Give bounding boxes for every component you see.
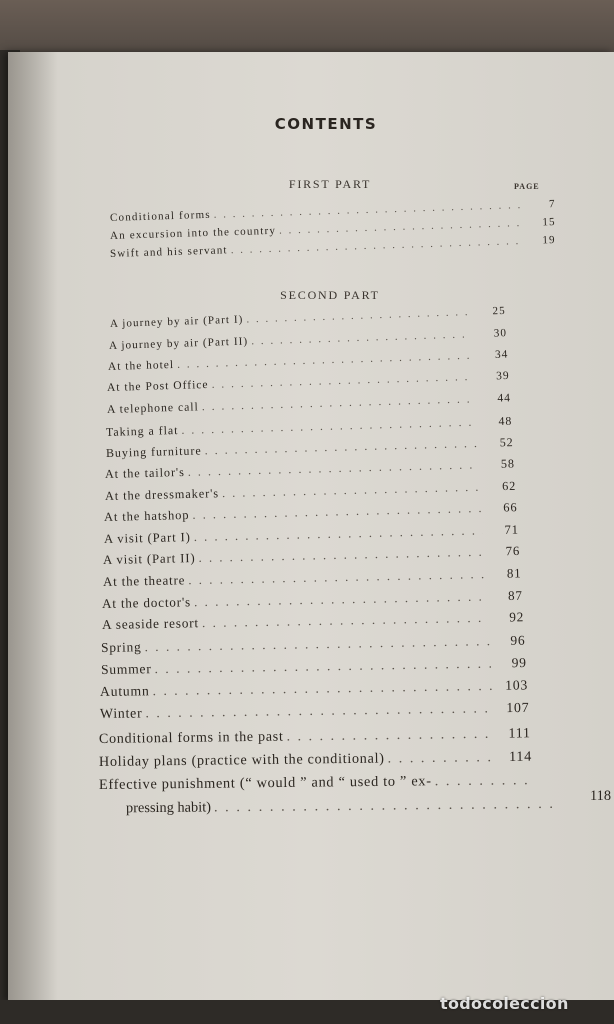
toc-entry-title: A seaside resort — [101, 615, 200, 632]
toc-entry-page: 19 — [542, 233, 556, 247]
toc-entry-title: A journey by air (Part I) — [109, 313, 244, 330]
toc-entry-title: Swift and his servant — [109, 244, 228, 260]
toc-entry-page: 7 — [548, 197, 556, 211]
toc-entry-continuation-text: pressing habit) — [125, 799, 212, 817]
toc-entry-page: 30 — [493, 327, 508, 340]
toc-entry-page: 25 — [492, 304, 506, 318]
toc-entry-page: 34 — [494, 348, 509, 361]
toc-entry-page: 81 — [506, 565, 522, 581]
toc-entry-page: 96 — [510, 632, 526, 648]
toc-entry-title: Conditional forms — [109, 208, 211, 224]
toc-entry-page: 44 — [497, 391, 512, 405]
toc-entry-title: A telephone call — [106, 400, 200, 416]
toc-entry-page: 118 — [590, 788, 612, 804]
toc-entry-title: Holiday plans (practice with the conditional) — [98, 750, 385, 770]
toc-entry-page: 103 — [505, 677, 529, 693]
toc-entry-title: An excursion into the country — [109, 224, 277, 242]
toc-entry-page: 92 — [509, 609, 525, 625]
toc-entry-title: Buying furniture — [105, 443, 202, 460]
toc-entry-title: At the theatre — [102, 572, 186, 589]
toc-entry-title: At the doctor's — [101, 594, 192, 611]
first-part-heading: FIRST PART — [288, 177, 372, 191]
toc-entry-page: 87 — [507, 587, 523, 604]
toc-leader-dots — [214, 796, 560, 817]
toc-entry-page: 99 — [511, 655, 527, 671]
toc-entry-title: A journey by air (Part II) — [108, 335, 249, 352]
toc-entry-title: At the dressmaker's — [104, 486, 220, 503]
toc-entry-title: Effective punishment (“ would ” and “ used to ” ex- — [98, 773, 432, 793]
toc-entry-page: 107 — [506, 700, 530, 717]
toc-entry-title: Conditional forms in the past — [98, 728, 284, 747]
toc-entry-page: 52 — [499, 435, 514, 450]
toc-entry-page: 111 — [508, 725, 531, 742]
toc-entry-page: 62 — [501, 478, 517, 494]
toc-entry-title: Spring — [100, 639, 142, 655]
page-gutter-shadow — [8, 52, 58, 1002]
toc-entry-title: Winter — [99, 706, 143, 722]
toc-entry-title: Autumn — [99, 683, 150, 699]
toc-entry-page: 76 — [505, 543, 521, 559]
toc-entry-page: 71 — [504, 522, 520, 537]
toc-leader-dots — [286, 726, 494, 746]
toc-entry-page: 39 — [495, 369, 510, 383]
watermark-logo: todocoleccion — [440, 994, 569, 1013]
toc-entry-page: 58 — [500, 456, 516, 471]
toc-entry-title: A visit (Part I) — [103, 530, 191, 546]
toc-entry-title: A visit (Part II) — [102, 550, 196, 567]
toc-entry-title: At the hatshop — [103, 507, 190, 524]
toc-entry-page: 114 — [509, 748, 533, 765]
contents-title: CONTENTS — [274, 115, 378, 133]
second-part-heading: SECOND PART — [280, 288, 380, 302]
toc-entry-page: 48 — [498, 413, 513, 429]
toc-entry-title: At the Post Office — [106, 378, 209, 394]
toc-leader-dots — [387, 749, 496, 767]
toc-entry-title: Taking a flat — [105, 422, 179, 439]
toc-entry-title: Summer — [100, 661, 152, 677]
page-column-label: PAGE — [514, 182, 540, 191]
toc-entry-page: 66 — [503, 500, 518, 515]
toc-entry-title: At the hotel — [107, 358, 175, 373]
toc-entry-title: At the tailor's — [104, 464, 185, 481]
toc-entry-page: 15 — [542, 215, 556, 229]
toc-leader-dots — [435, 772, 528, 790]
